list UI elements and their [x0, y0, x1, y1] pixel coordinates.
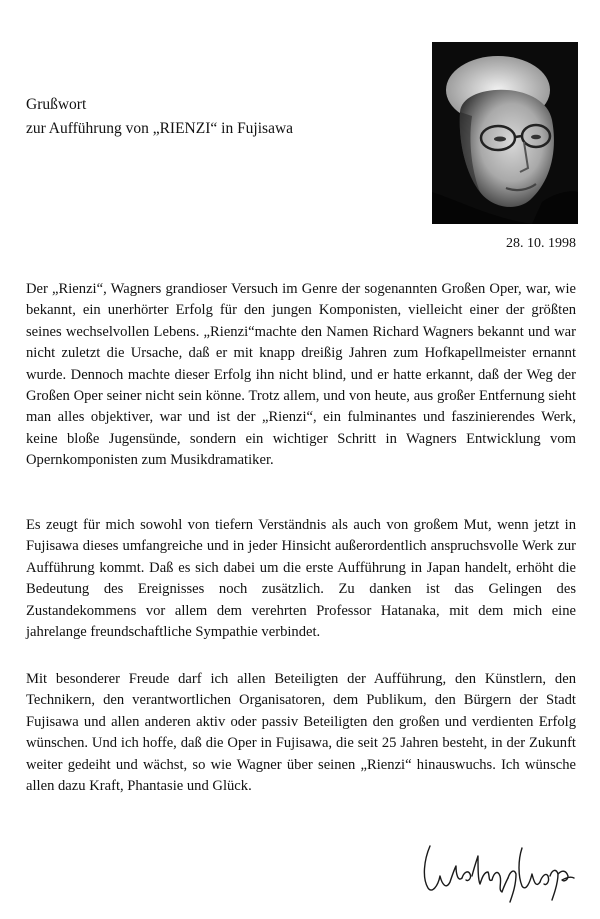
heading-subtitle: zur Aufführung von „RIENZI“ in Fujisawa [26, 120, 294, 137]
paragraph-3: Mit besonderer Freude darf ich allen Beteiligten der Aufführung, den Künstlern, den Technikern, den verantwortlichen Organisatoren, dem Publikum, den Bürgern der Stadt Fujisawa und allen anderen aktiv oder passiv Beteiligten den großen und verdienten Erfolg wünschen. Und ich hoffe, daß die Oper in Fujisawa, die seit 25 Jahren besteht, in der Zukunft weiter gedeiht und wächst, so wie Wagner über seinen „Rienzi“ hinauswuchs. Ich wünsche allen dazu Kraft, Phantasie und Glück. [26, 671, 576, 795]
greeting-heading [26, 93, 293, 141]
heading-title: Grußwort [26, 96, 87, 113]
handwritten-signature [418, 826, 578, 906]
author-portrait-photo [432, 42, 578, 224]
paragraph-2: Es zeugt für mich sowohl von tiefern Verständnis als auch von großem Mut, wenn jetzt in Fujisawa dieses umfangreiche und in jeder Hinsicht außerordentlich anspruchsvolle Werk zur Aufführung kommt. Daß es sich dabei um die erste Aufführung in Japan handelt, erhöht die Bedeutung des Ereignisses noch zusätzlich. Zu danken ist das Gelingen des Zustandekommens vor allem dem verehrten Professor Hatanaka, mit dem mich eine jahrelange freundschaftliche Sympathie verbindet. [26, 517, 576, 641]
paragraph-1: Der „Rienzi“, Wagners grandioser Versuch im Genre der sogenannten Großen Oper, war, wie bekannt, ein unerhörter Erfolg für den jungen Komponisten, vielleicht einer der größten seines wechselvollen Lebens. „Rienzi“machte den Namen Richard Wagners bekannt und war nicht zuletzt die Ursache, daß er mit knapp dreißig Jahren zum Hofkapellmeister ernannt wurde. Dennoch machte dieser Erfolg ihn nicht blind, und er hatte erkannt, daß der Weg der Großen Oper seiner nicht sein könne. Trotz allem, und von heute, aus großer Entfernung sieht man alles objektiver, war und ist der „Rienzi“, ein fulminantes und faszinierendes Werk, keine bloße Jugensünde, sondern ein wichtiger Schritt in Wagners Entwicklung vom Opernkomponisten zum Musikdramatiker. [26, 281, 576, 469]
letter-date: 28. 10. 1998 [506, 236, 576, 251]
